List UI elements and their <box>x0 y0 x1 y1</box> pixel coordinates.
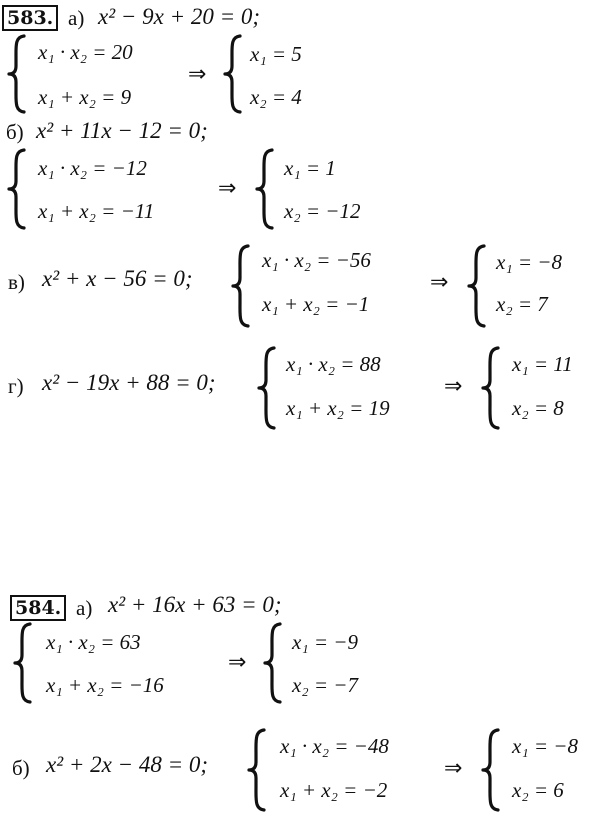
root-2: x₂ = 7 <box>496 292 548 316</box>
part-label: г) <box>8 374 24 398</box>
root-2: x₂ = 8 <box>512 396 564 420</box>
left-brace-icon <box>222 34 244 114</box>
system-product: x₁ · x₂ = 20 <box>38 40 133 64</box>
implies-arrow-icon: ⇒ <box>444 374 463 399</box>
system-product: x₁ · x₂ = 88 <box>286 352 381 376</box>
part-label: а) <box>68 6 85 30</box>
root-1: x₁ = −8 <box>512 734 578 758</box>
quadratic-equation: x² + 16x + 63 = 0; <box>108 592 282 617</box>
part-label: в) <box>8 270 25 294</box>
system-product: x₁ · x₂ = −12 <box>38 156 147 180</box>
system-sum: x₁ + x₂ = 19 <box>286 396 390 420</box>
implies-arrow-icon: ⇒ <box>444 756 463 781</box>
system-sum: x₁ + x₂ = −1 <box>262 292 370 316</box>
left-brace-icon <box>466 244 488 328</box>
system-sum: x₁ + x₂ = 9 <box>38 85 132 109</box>
left-brace-icon <box>12 622 34 704</box>
implies-arrow-icon: ⇒ <box>188 62 207 87</box>
root-2: x₂ = 4 <box>250 85 302 109</box>
root-1: x₁ = −9 <box>292 630 358 654</box>
problem-number: 583. <box>2 5 58 31</box>
left-brace-icon <box>262 622 284 704</box>
implies-arrow-icon: ⇒ <box>218 176 237 201</box>
part-label: б) <box>12 756 30 780</box>
quadratic-equation: x² − 19x + 88 = 0; <box>42 370 216 395</box>
root-2: x₂ = 6 <box>512 778 564 802</box>
problem-number: 584. <box>10 595 66 621</box>
root-1: x₁ = −8 <box>496 250 562 274</box>
implies-arrow-icon: ⇒ <box>430 270 449 295</box>
system-product: x₁ · x₂ = −48 <box>280 734 389 758</box>
implies-arrow-icon: ⇒ <box>228 650 247 675</box>
left-brace-icon <box>230 244 252 328</box>
root-2: x₂ = −7 <box>292 673 358 697</box>
root-1: x₁ = 11 <box>512 352 573 376</box>
left-brace-icon <box>480 346 502 430</box>
part-label: б) <box>6 120 24 144</box>
system-product: x₁ · x₂ = −56 <box>262 248 371 272</box>
root-1: x₁ = 5 <box>250 42 302 66</box>
system-sum: x₁ + x₂ = −16 <box>46 673 164 697</box>
left-brace-icon <box>6 34 28 114</box>
part-label: а) <box>76 596 93 620</box>
quadratic-equation: x² − 9x + 20 = 0; <box>98 4 261 29</box>
quadratic-equation: x² + 11x − 12 = 0; <box>36 118 208 143</box>
left-brace-icon <box>254 148 276 230</box>
system-sum: x₁ + x₂ = −11 <box>38 199 155 223</box>
left-brace-icon <box>6 148 28 230</box>
left-brace-icon <box>256 346 278 430</box>
left-brace-icon <box>480 728 502 812</box>
root-1: x₁ = 1 <box>284 156 336 180</box>
system-product: x₁ · x₂ = 63 <box>46 630 141 654</box>
left-brace-icon <box>246 728 268 812</box>
quadratic-equation: x² + x − 56 = 0; <box>42 266 193 291</box>
system-sum: x₁ + x₂ = −2 <box>280 778 388 802</box>
root-2: x₂ = −12 <box>284 199 361 223</box>
quadratic-equation: x² + 2x − 48 = 0; <box>46 752 209 777</box>
